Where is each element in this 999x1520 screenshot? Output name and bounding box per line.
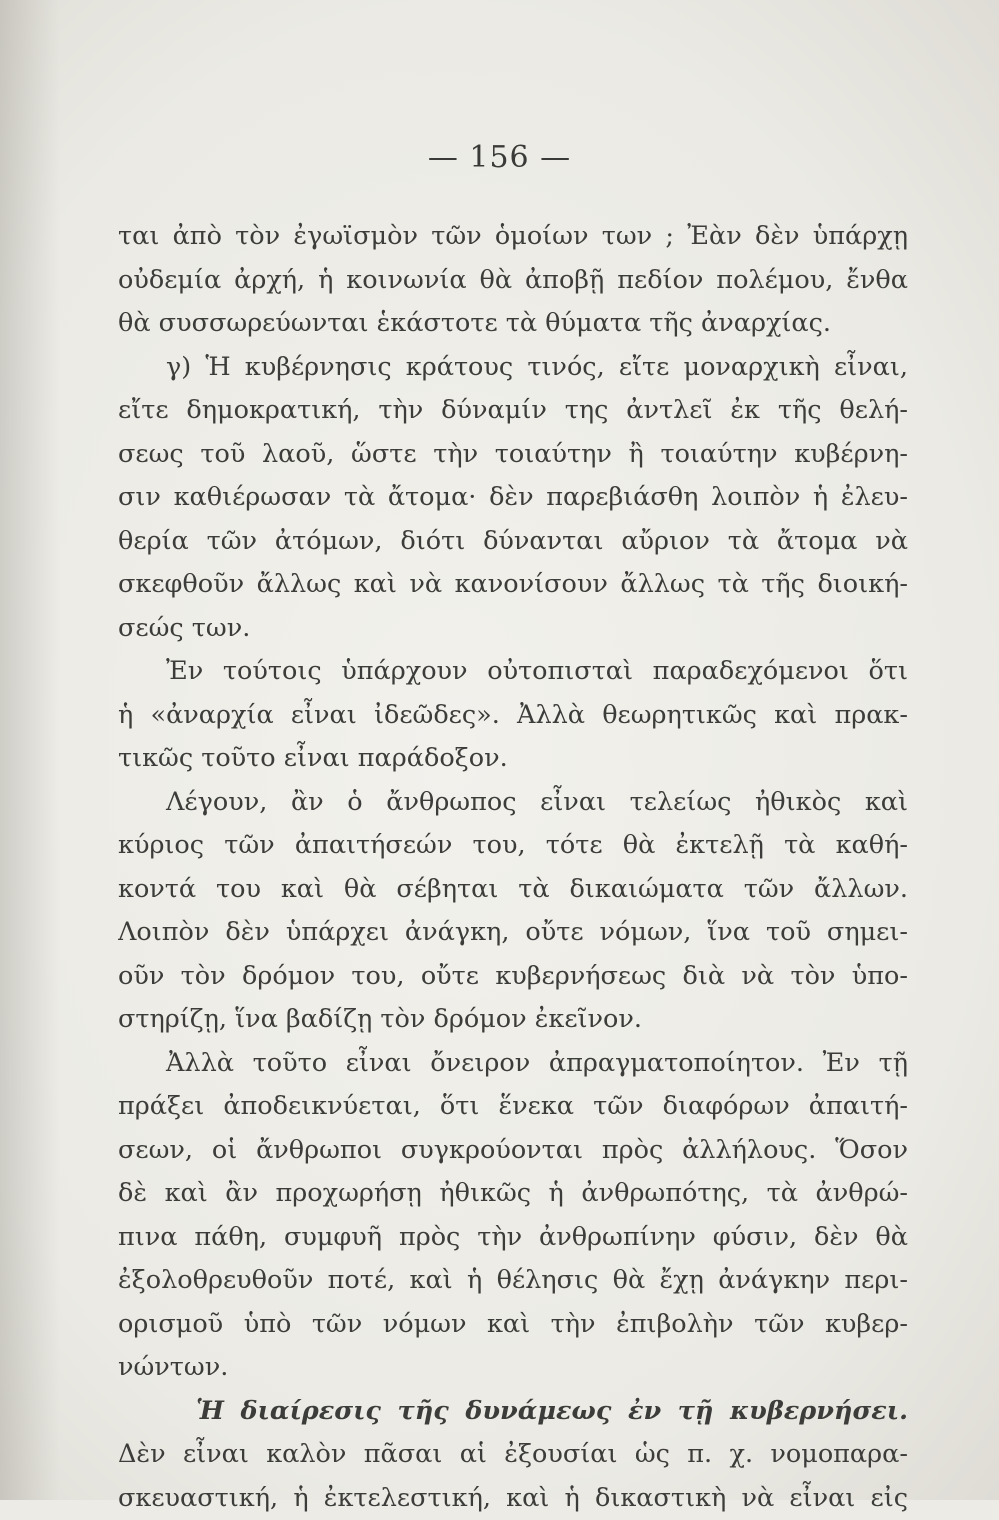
text-line: σεων, οἱ ἄνθρωποι συγκρούονται πρὸς ἀλλήλους. Ὅσον [118, 1129, 908, 1173]
page-number: — 156 — [0, 140, 999, 175]
text-line: ἡ «ἀναρχία εἶναι ἰδεῶδες». Ἀλλὰ θεωρητικῶς καὶ πρακ- [118, 694, 908, 738]
text-line: θὰ συσσωρεύωνται ἑκάστοτε τὰ θύματα τῆς ἀναρχίας. [118, 302, 908, 346]
text-line: νώντων. [118, 1346, 908, 1390]
text-line: κοντά του καὶ θὰ σέβηται τὰ δικαιώματα τῶν ἄλλων. [118, 868, 908, 912]
text-line: στηρίζῃ, ἵνα βαδίζῃ τὸν δρόμον ἐκεῖνον. [118, 998, 908, 1042]
spine-shadow [0, 0, 60, 1500]
text-line: δὲ καὶ ἂν προχωρήσῃ ἠθικῶς ἡ ἀνθρωπότης, τὰ ἀνθρώ- [118, 1172, 908, 1216]
text-line: σιν καθιέρωσαν τὰ ἄτομα· δὲν παρεβιάσθη λοιπὸν ἡ ἐλευ- [118, 476, 908, 520]
text-line: σκεφθοῦν ἄλλως καὶ νὰ κανονίσουν ἄλλως τὰ τῆς διοική- [118, 563, 908, 607]
text-line: οὐδεμία ἀρχή, ἡ κοινωνία θὰ ἀποβῇ πεδίον πολέμου, ἔνθα [118, 259, 908, 303]
text-line: Ἀλλὰ τοῦτο εἶναι ὄνειρον ἀπραγματοποίητον. Ἐν τῇ [118, 1042, 908, 1086]
text-line: γ) Ἡ κυβέρνησις κράτους τινός, εἴτε μοναρχικὴ εἶναι, [118, 346, 908, 390]
text-line: πινα πάθη, συμφυῆ πρὸς τὴν ἀνθρωπίνην φύσιν, δὲν θὰ [118, 1216, 908, 1260]
text-line: κύριος τῶν ἀπαιτήσεών του, τότε θὰ ἐκτελῇ τὰ καθή- [118, 824, 908, 868]
text-line: Λοιπὸν δὲν ὑπάρχει ἀνάγκη, οὔτε νόμων, ἵνα τοῦ σημει- [118, 911, 908, 955]
body-text [118, 215, 908, 1520]
text-line: εἴτε δημοκρατική, τὴν δύναμίν της ἀντλεῖ ἐκ τῆς θελή- [118, 389, 908, 433]
text-line: Ἐν τούτοις ὑπάρχουν οὐτοπισταὶ παραδεχόμενοι ὅτι [118, 650, 908, 694]
text-line: σεως τοῦ λαοῦ, ὥστε τὴν τοιαύτην ἢ τοιαύτην κυβέρνη- [118, 433, 908, 477]
text-line: θερία τῶν ἀτόμων, διότι δύνανται αὔριον τὰ ἄτομα νὰ [118, 520, 908, 564]
text-line: πράξει ἀποδεικνύεται, ὅτι ἕνεκα τῶν διαφόρων ἀπαιτή- [118, 1085, 908, 1129]
section-heading: Ἡ διαίρεσις τῆς δυνάμεως ἐν τῇ κυβερνήσει. [118, 1390, 908, 1434]
text-line: ται ἀπὸ τὸν ἐγωϊσμὸν τῶν ὁμοίων των ; Ἐὰν δὲν ὑπάρχῃ [118, 215, 908, 259]
text-line: Λέγουν, ἂν ὁ ἄνθρωπος εἶναι τελείως ἠθικὸς καὶ [118, 781, 908, 825]
text-line: ἐξολοθρευθοῦν ποτέ, καὶ ἡ θέλησις θὰ ἔχῃ ἀνάγκην περι- [118, 1259, 908, 1303]
text-line: σεώς των. [118, 607, 908, 651]
text-line: σκευαστική, ἡ ἐκτελεστική, καὶ ἡ δικαστικὴ νὰ εἶναι εἰς [118, 1477, 908, 1520]
text-line: οῦν τὸν δρόμον του, οὔτε κυβερνήσεως διὰ νὰ τὸν ὑπο- [118, 955, 908, 999]
text-line: τικῶς τοῦτο εἶναι παράδοξον. [118, 737, 908, 781]
text-line: ορισμοῦ ὑπὸ τῶν νόμων καὶ τὴν ἐπιβολὴν τῶν κυβερ- [118, 1303, 908, 1347]
text-line: Δὲν εἶναι καλὸν πᾶσαι αἱ ἐξουσίαι ὡς π. χ. νομοπαρα- [118, 1433, 908, 1477]
